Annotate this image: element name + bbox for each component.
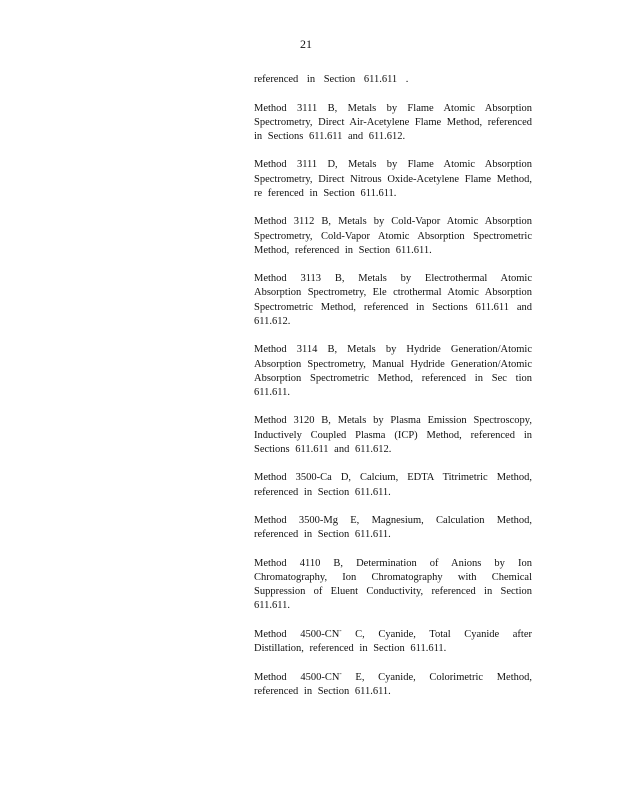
paragraph-method-3112b: Method 3112 B, Metals by Cold-Vapor Atomic Absorption Spectrometry, Cold-Vapor Atomic Absorption Spectrometric Method, referenced in Section 611.611. (254, 216, 532, 256)
paragraph-method-3113b: Method 3113 B, Metals by Electrothermal Atomic Absorption Spectrometry, Ele ctrothermal Atomic Absorption Spectrometric Method, referenced in Sections 611.611 and 611.612. (254, 273, 532, 327)
superscript-minus: - (339, 669, 342, 678)
method-description: E, Cyanide, Colorimetric Method, referenced in Section 611.611. (254, 671, 532, 697)
paragraph-method-3111b: Method 3111 B, Metals by Flame Atomic Absorption Spectrometry, Direct Air-Acetylene Flame Method, referenced in Sections 611.611 and 611.612. (254, 102, 532, 142)
paragraph-method-3500-ca-d: Method 3500-Ca D, Calcium, EDTA Titrimetric Method, referenced in Section 611.611. (254, 472, 532, 498)
method-prefix: Method 4500-CN (254, 671, 340, 683)
paragraph-method-4110b: Method 4110 B, Determination of Anions by Ion Chromatography, Ion Chromatography with Chemical Suppression of Eluent Conductivity, referenced in Section 611.611. (254, 557, 532, 612)
paragraph-method-3500-mg-e: Method 3500-Mg E, Magnesium, Calculation Method, referenced in Section 611.611. (254, 515, 532, 541)
method-list (254, 73, 532, 713)
paragraph-method-4500-cn-e (254, 671, 532, 699)
paragraph-referenced-section: referenced in Section 611.611 . (254, 74, 409, 85)
paragraph-method-4500-cn-c (254, 628, 532, 656)
paragraph-method-3120b: Method 3120 B, Metals by Plasma Emission Spectroscopy, Inductively Coupled Plasma (ICP) Method, referenced in Sections 611.611 and 611.612. (254, 415, 532, 455)
superscript-minus: - (339, 626, 342, 635)
method-prefix: Method 4500-CN (254, 628, 340, 640)
paragraph-method-3114b: Method 3114 B, Metals by Hydride Generation/Atomic Absorption Spectrometry, Manual Hydride Generation/Atomic Absorption Spectrometric Method, referenced in Sec tion 611.611. (254, 344, 532, 398)
page-number: 21 (300, 37, 312, 51)
paragraph-method-3111d: Method 3111 D, Metals by Flame Atomic Absorption Spectrometry, Direct Nitrous Oxide-Acetylene Flame Method, re ferenced in Section 611.611. (254, 159, 532, 199)
method-description: C, Cyanide, Total Cyanide after Distillation, referenced in Section 611.611. (254, 628, 532, 655)
